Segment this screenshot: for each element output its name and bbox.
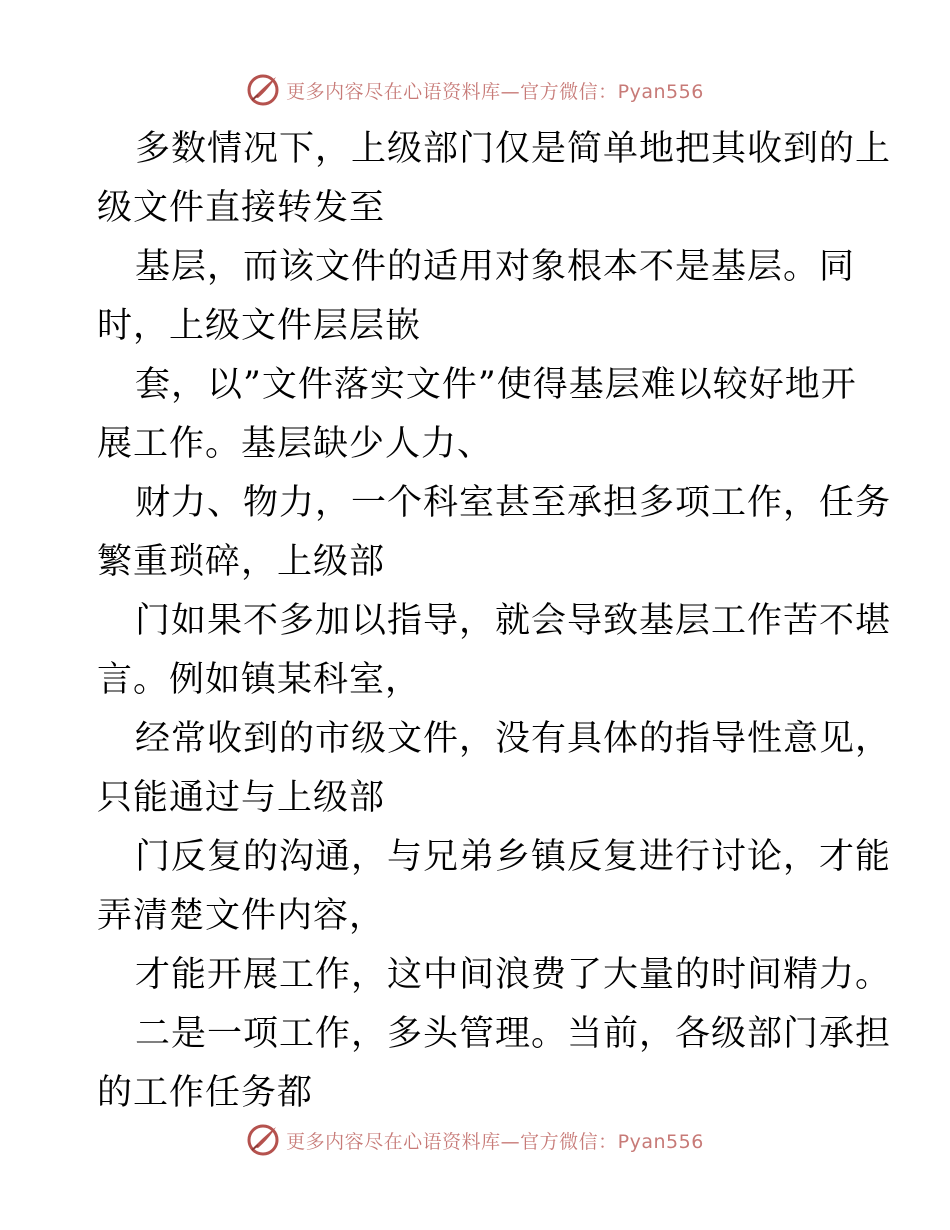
text-line: 套，以”文件落实文件”使得基层难以较好地开	[135, 365, 857, 405]
text-line: 经常收到的市级文件，没有具体的指导性意见，	[135, 719, 892, 759]
text-line: 多数情况下，上级部门仅是简单地把其收到的上	[135, 129, 892, 169]
text-line: 财力、物力，一个科室甚至承担多项工作，任务	[135, 483, 892, 523]
footer-banner-content	[246, 1123, 704, 1157]
text-line: 级文件直接转发至	[97, 188, 386, 228]
text-line: 时，上级文件层层嵌	[97, 306, 422, 346]
header-banner	[0, 70, 950, 110]
header-banner-text: 更多内容尽在心语资料库—官方微信：Pyan556	[286, 80, 704, 103]
header-banner-content	[246, 73, 704, 107]
text-line: 才能开展工作，这中间浪费了大量的时间精力。	[135, 955, 892, 995]
text-line: 基层，而该文件的适用对象根本不是基层。同	[135, 247, 856, 287]
text-line: 弄清楚文件内容，	[97, 896, 386, 936]
text-line: 门如果不多加以指导，就会导致基层工作苦不堪	[135, 601, 892, 641]
footer-banner-text: 更多内容尽在心语资料库—官方微信：Pyan556	[286, 1130, 704, 1153]
text-line: 门反复的沟通，与兄弟乡镇反复进行讨论，才能	[135, 837, 892, 877]
footer-banner	[0, 1120, 950, 1160]
document-body	[97, 120, 892, 1123]
text-line: 的工作任务都	[97, 1073, 314, 1113]
text-line: 只能通过与上级部	[97, 778, 386, 818]
text-line: 繁重琐碎，上级部	[97, 542, 386, 582]
quill-logo-icon	[246, 73, 280, 107]
text-line: 展工作。基层缺少人力、	[97, 424, 494, 464]
quill-logo-icon	[246, 1123, 280, 1157]
text-line: 言。例如镇某科室，	[97, 660, 422, 700]
text-line: 二是一项工作，多头管理。当前，各级部门承担	[135, 1014, 892, 1054]
